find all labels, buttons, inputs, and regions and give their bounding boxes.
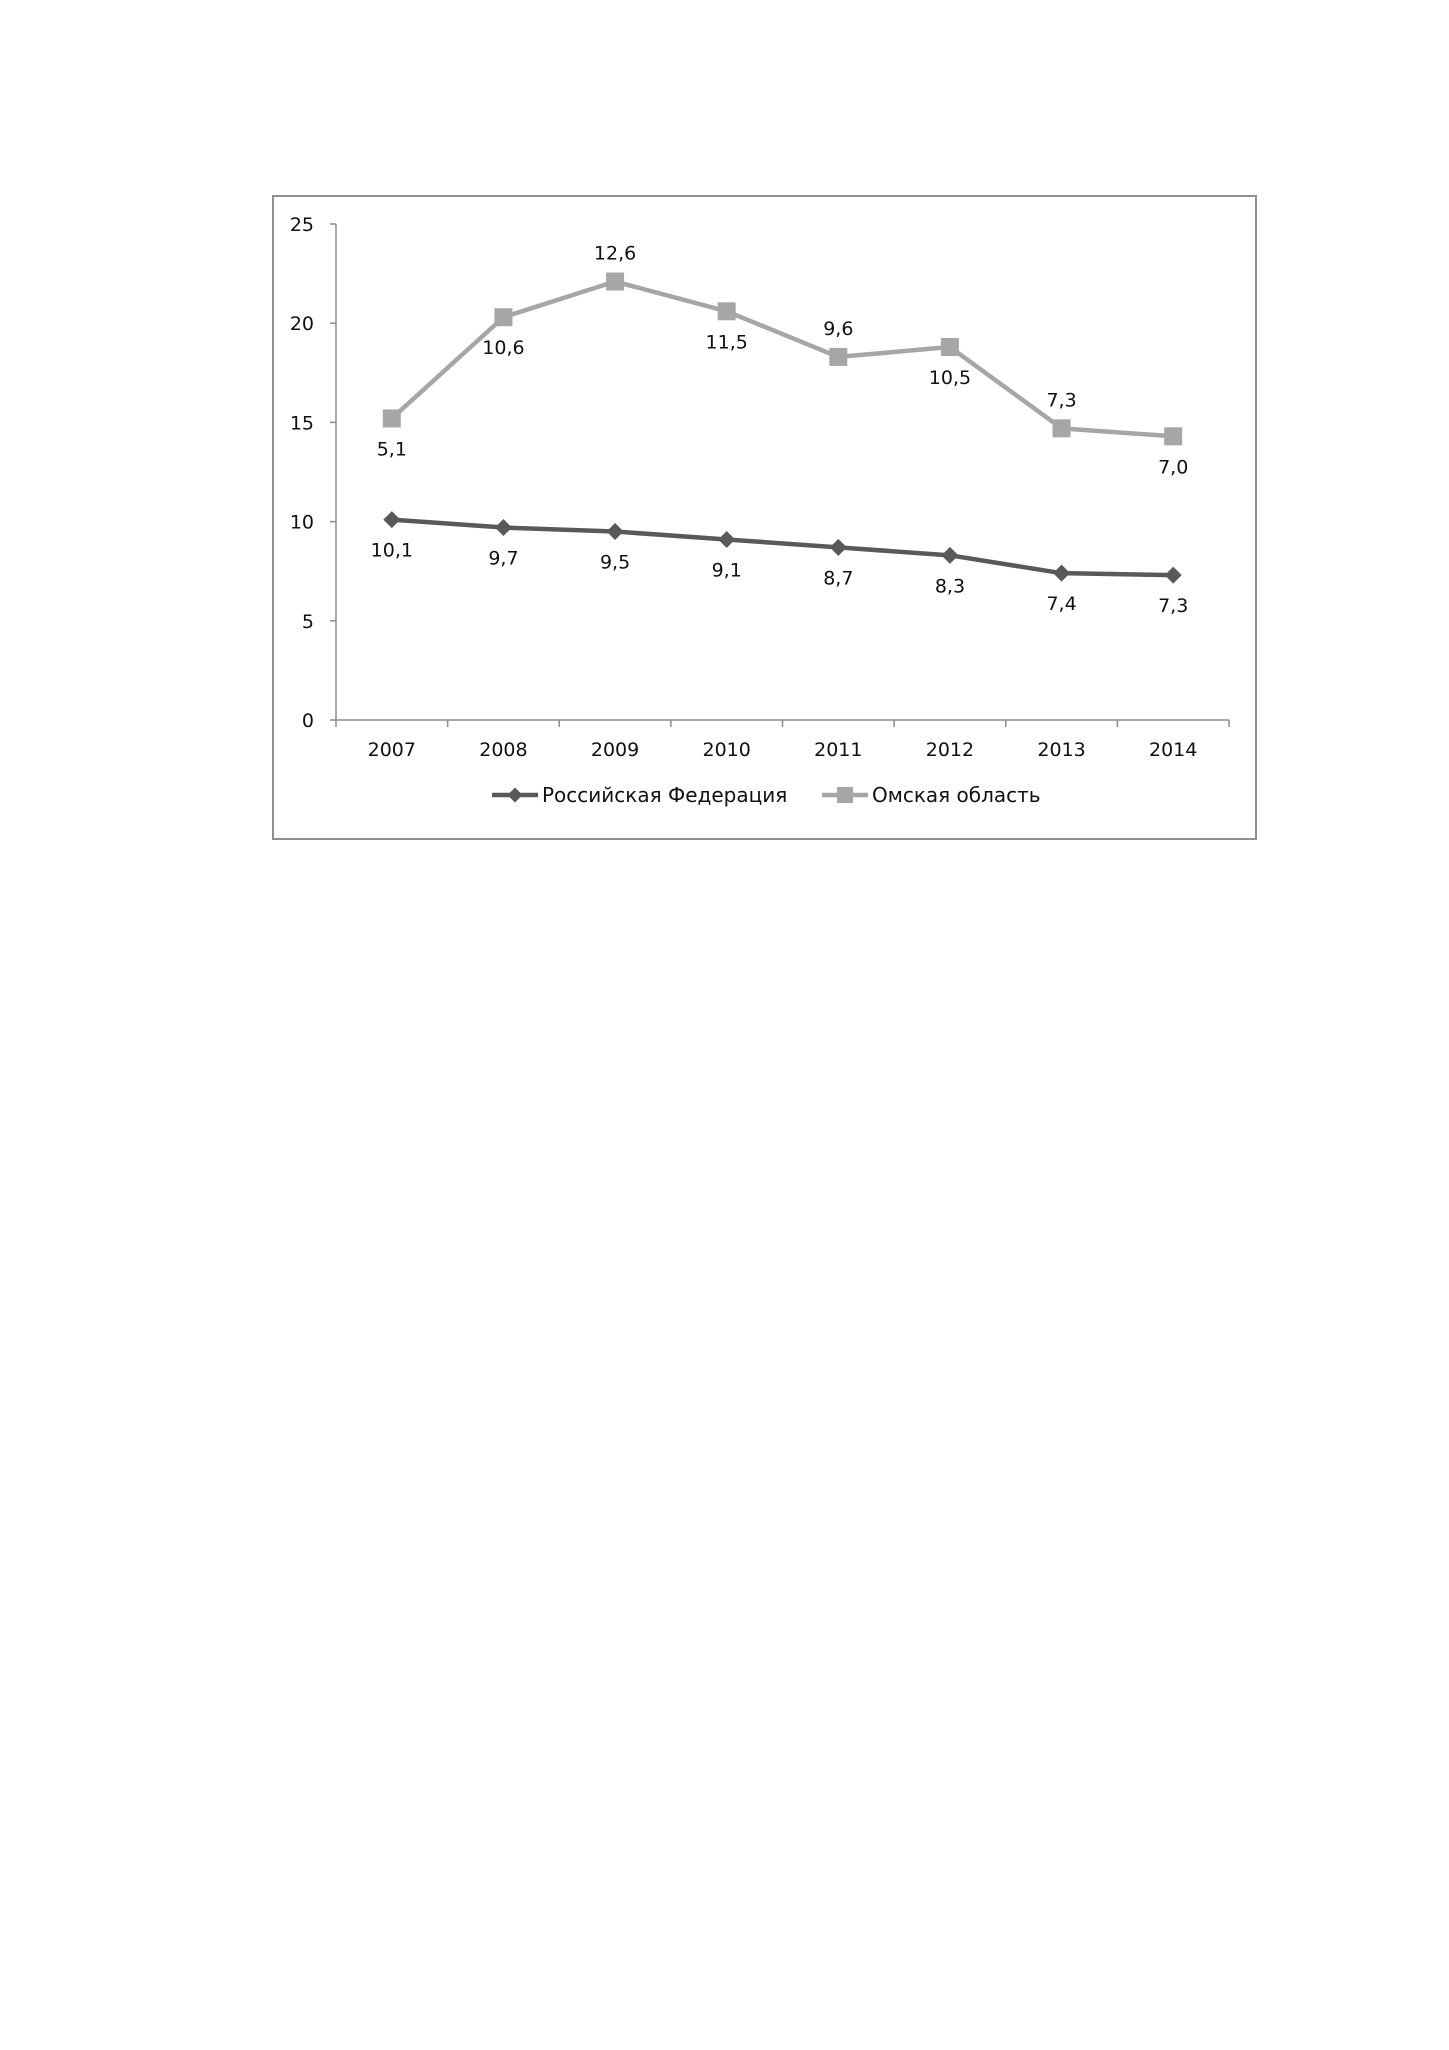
x-tick-label: 2009 <box>590 739 640 761</box>
data-point-square <box>941 338 959 356</box>
data-label: 7,4 <box>1046 593 1077 616</box>
data-point-diamond <box>1165 567 1182 584</box>
data-label: 8,3 <box>934 575 966 598</box>
data-label: 8,7 <box>823 567 854 590</box>
data-point-diamond <box>941 547 958 564</box>
data-point-diamond <box>718 531 735 548</box>
data-point-diamond <box>383 511 400 528</box>
y-tick-label: 20 <box>289 313 314 336</box>
data-point-square <box>829 348 847 366</box>
data-point-square <box>383 409 401 427</box>
data-label: 7,3 <box>1158 595 1189 618</box>
data-label: 10,1 <box>370 539 413 562</box>
x-tick-label: 2012 <box>925 739 975 761</box>
x-tick-label: 2013 <box>1037 739 1086 761</box>
x-tick-label: 2014 <box>1149 739 1198 761</box>
data-label: 12,6 <box>593 242 637 265</box>
legend-marker-square <box>837 787 853 803</box>
data-label: 7,0 <box>1158 456 1189 479</box>
y-tick-label: 25 <box>289 214 314 236</box>
y-tick-label: 0 <box>301 710 314 732</box>
data-point-square <box>606 273 624 291</box>
data-label: 9,7 <box>488 547 519 570</box>
data-label: 10,5 <box>928 367 972 390</box>
data-point-diamond <box>495 519 512 536</box>
data-point-square <box>1164 427 1182 445</box>
y-tick-label: 5 <box>301 610 314 633</box>
data-label: 5,1 <box>376 438 407 461</box>
data-point-square <box>494 308 512 326</box>
data-label: 7,3 <box>1046 389 1077 412</box>
data-point-diamond <box>1053 565 1070 582</box>
x-tick-label: 2007 <box>367 739 416 761</box>
legend-marker-diamond <box>508 788 523 803</box>
x-tick-label: 2011 <box>814 739 863 761</box>
data-label: 11,5 <box>705 331 748 354</box>
data-point-diamond <box>607 523 624 540</box>
data-label: 10,6 <box>482 337 525 360</box>
legend-label-1: Российская Федерация <box>542 783 788 807</box>
data-label: 9,5 <box>599 551 631 574</box>
legend-label-2: Омская область <box>872 783 1041 807</box>
data-label: 9,6 <box>823 317 854 340</box>
data-point-diamond <box>830 539 847 556</box>
data-point-square <box>1053 419 1071 437</box>
x-tick-label: 2010 <box>702 739 751 761</box>
x-tick-label: 2008 <box>479 739 528 761</box>
data-label: 9,1 <box>711 559 742 582</box>
y-tick-label: 15 <box>289 412 314 435</box>
data-point-square <box>718 302 736 320</box>
y-tick-label: 10 <box>289 511 314 534</box>
